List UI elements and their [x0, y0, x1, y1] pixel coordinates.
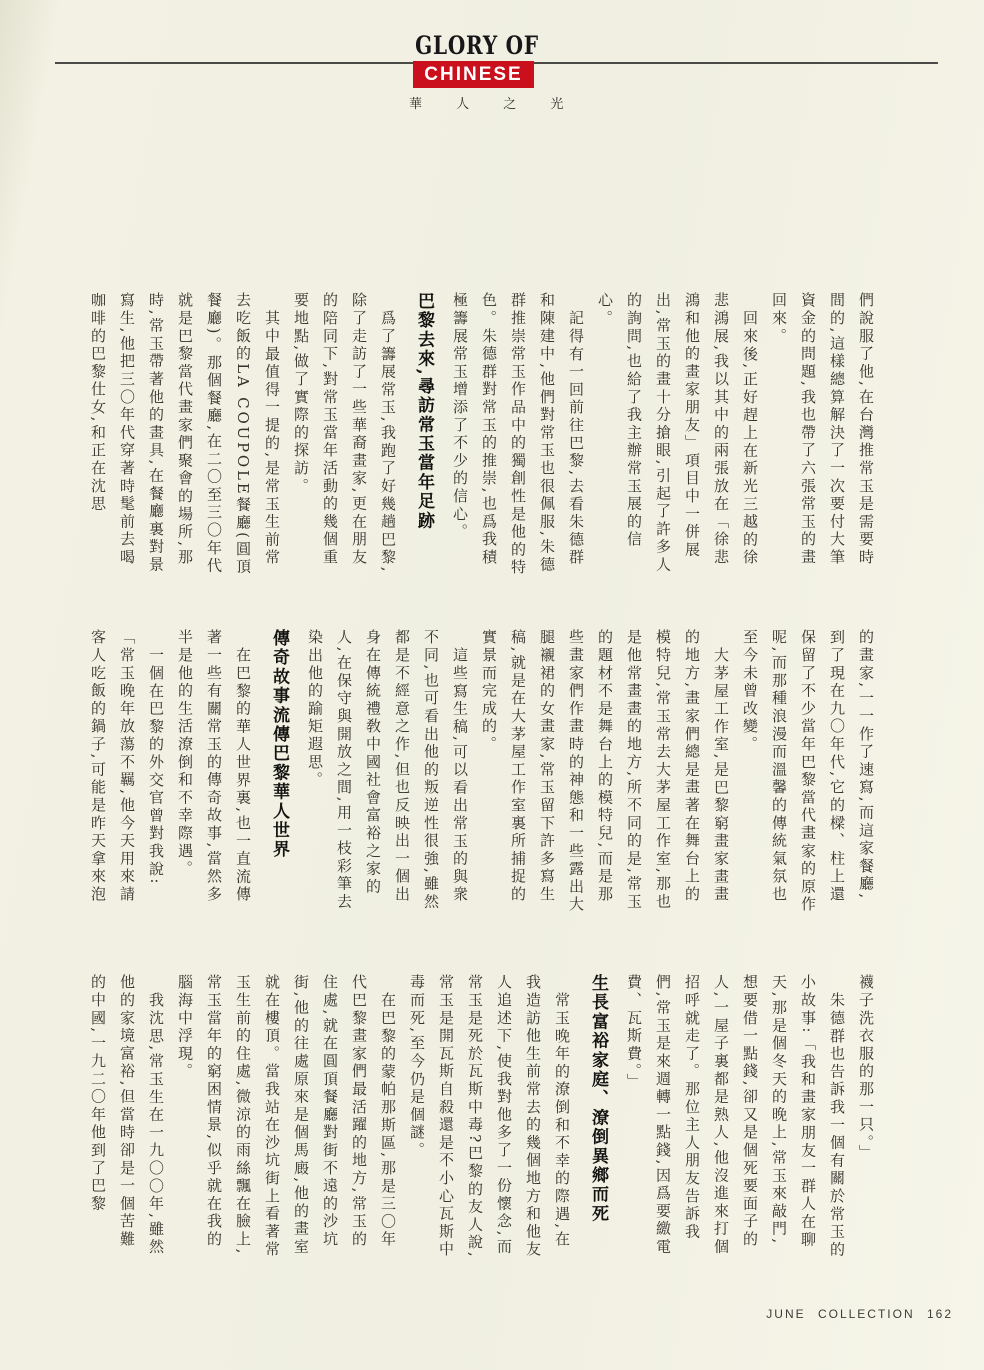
paragraph: 一個在巴黎的外交官曾對我說:「常玉晚年放蕩不羈,他今天用來請客人吃飯的鍋子,可能是昨天拿來泡: [89, 629, 165, 904]
paragraph: 在巴黎的蒙帕那斯區,那是三〇年代巴黎畫家們最活躍的地方,常玉的住處,就在圓頂餐廳對街不遠的沙坑街,他的往處原來是個馬廄,他的畫室就在樓頂。當我站在沙坑街上看著常玉生前的住處,微涼的雨絲飄在臉上,常玉當年的窮困情景,似乎就在我的腦海中浮現。: [176, 974, 397, 1259]
text-band-top: [83, 292, 880, 581]
paragraph: 我沈思,常玉生在一九〇〇年,雖然他的家境富裕,但當時卻是一個苦難的中國,一九二〇年他到了巴黎: [89, 974, 165, 1257]
header-title-en: GLORY OF: [415, 31, 539, 60]
section-heading: 傳奇故事流傳巴黎華人世界: [269, 629, 289, 860]
paragraph: 常玉晚年的潦倒和不幸的際遇,在我造訪他生前常去的幾個地方和他友人追述下,使我對他多了一份懷念,而常玉是死於瓦斯中毒?巴黎的友人說,常玉是開瓦斯自殺還是不小心瓦斯中毒而死,至今仍是個謎。: [408, 974, 571, 1260]
paragraph: 朱德群也告訴我一個有關於常玉的小故事:「我和畫家朋友一群人在聊天,那是個冬天的晚上,常玉來敲門,想要借一點錢,卻又是個死要面子的人,一屋子裏都是熟人,他沒進來打個招呼就走了。那位主人朋友告訴我們,常玉是來週轉一點錢,因爲要繳電費、瓦斯費。」: [625, 974, 846, 1259]
paragraph: 這些寫生稿,可以看出常玉的與衆不同,也可看出他的叛逆性很強,雖然都是不經意之作,但也反映出一個出身在傳統禮敎中國社會富裕之家的人,在保守與開放之間,用一枝彩筆去染出他的踰矩遐思。: [306, 629, 469, 912]
section-heading: 巴黎去來,尋訪常玉當年足跡: [414, 292, 434, 531]
text-band-bottom: [83, 974, 880, 1263]
paragraph: 在巴黎的華人世界裏,也一直流傳著一些有關常玉的傳奇故事,當然多半是他的生活潦倒和不幸際遇。: [176, 629, 252, 904]
paragraph: 記得有一回前往巴黎,去看朱德群和陳建中,他們對常玉也很佩服,朱德群推崇常玉作品中的獨創性是他的特色。朱德群對常玉的推崇,也爲我積極籌展常玉增添了不少的信心。: [451, 292, 585, 577]
paragraph: 大茅屋工作室,是巴黎窮畫家畫畫的地方,畫家們總是畫著在舞台上的模特兒,常玉常去大茅屋工作室,那也是他常畫畫的地方,所不同的是,常玉的題材不是舞台上的模特兒,而是那些畫家們作畫時的神態和一些露出大腿襯裙的女畫家,常玉留下許多寫生稿,就是在大茅屋工作室裏所捕捉的實景而完成的。: [480, 629, 730, 914]
page-footer: JUNE COLLECTION 162: [766, 1307, 953, 1321]
brand-label: CHINESE: [424, 64, 523, 85]
paragraph: 襪子洗衣服的那一只。」: [857, 974, 875, 1163]
header-subtitle-zh: 華 人 之 光: [409, 97, 579, 112]
text-band-middle: [83, 629, 880, 918]
paragraph: 爲了籌展常玉,我跑了好幾趟巴黎,除了走訪了一些華裔畫家,更在朋友的陪同下,對常玉當年活動的幾個重要地點,做了實際的探訪。: [292, 292, 397, 575]
paragraph: 的畫家,一一作了速寫,而這家餐廳,到了現在九〇年代,它的樑、柱上還保留了不少當年巴黎當代畫家的原作呢,而那種浪漫而溫馨的傳統氣氛也至今未曾改變。: [741, 629, 875, 914]
paragraph: 們說服了他,在台灣推常玉是需要時間的,這樣總算解決了一次要付大筆資金的問題,我也帶了六張常玉的畫回來。: [770, 292, 875, 567]
paragraph: 回來後,正好趕上在新光三越的徐悲鴻展,我以其中的兩張放在「徐悲鴻和他的畫家朋友」項目中一併展出,常玉的畫十分搶眼,引起了許多人的詢問,也給了我主辦常玉展的信心。: [596, 292, 759, 575]
section-heading: 生長富裕家庭、潦倒異鄉而死: [588, 974, 608, 1224]
paragraph: 其中最值得一提的,是常玉生前常去吃飯的LA COUPOLE餐廳(圓頂餐廳)。那個餐廳,在二〇至三〇年代就是巴黎當代畫家們聚會的場所,那時,常玉帶著他的畫具,在餐廳裏對景寫生,他把三〇年代穿著時髦前去喝咖啡的巴黎仕女,和正在沈思: [89, 292, 281, 577]
brand-red-box: [413, 61, 534, 88]
